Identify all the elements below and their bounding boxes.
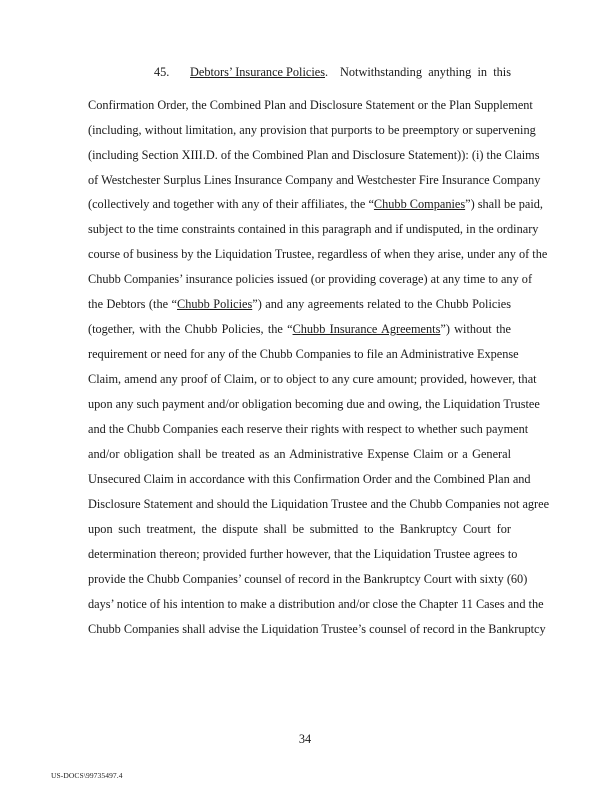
body-line: provide the Chubb Companies’ counsel of record in the Bankruptcy Court with sixty (60) xyxy=(88,572,528,586)
body-line: and the Chubb Companies each reserve their rights with respect to whether such payment xyxy=(88,422,529,436)
body-line-chubb-companies: (collectively and together with any of their affiliates, the “Chubb Companies”) shall be paid, xyxy=(88,197,543,211)
body-line: Disclosure Statement and should the Liquidation Trustee and the Chubb Companies not agree xyxy=(88,497,550,511)
body-line: days’ notice of his intention to make a distribution and/or close the Chapter 11 Cases and the xyxy=(88,597,544,611)
body-line: Unsecured Claim in accordance with this Confirmation Order and the Combined Plan and xyxy=(88,472,531,486)
first-line-text: Notwithstanding anything in this xyxy=(340,65,511,79)
paragraph-heading: Debtors’ Insurance Policies xyxy=(190,65,325,79)
defined-term-chubb-companies: Chubb Companies xyxy=(373,197,466,211)
body-line: and/or obligation shall be treated as an Administrative Expense Claim or a General xyxy=(88,447,511,461)
body-line: determination thereon; provided further however, that the Liquidation Trustee agrees to xyxy=(88,547,518,561)
page-number: 34 xyxy=(298,732,312,746)
document-page: 45. Debtors’ Insurance Policies. Notwithstanding anything in this Confirmation Order, the Combined Plan and Disclosure Statement or the Plan Supplement (including, without limitation, any provision that purports to be preemptory or supervening (including Section XIII.D. of the Combined Plan and Disclosure Statement)): (i) the Claims of Westchester Surplus Lines Insurance Company and Westchester Fire Insurance Company (collectively and together with any of their affiliates, the “Chubb Companies”) shall be paid, subject to the time constraints contained in this paragraph and if undisputed, in the ordinary course of business by the Liquidation Trustee, regardless of when they arise, under any of the Chubb Companies’ insurance policies issued (or providing coverage) at any time to any of the Debtors (the “Chubb Policies”) and any agreements related to the Chubb Policies (together, with the Chubb Policies, the “Chubb Insurance Agreements”) without the requirement or need for any of the Chubb Companies to file an Administrative Expense Claim, amend any proof of Claim, or to object to any cure amount; provided, however, that upon any such payment and/or obligation becoming due and owing, the Liquidation Trustee and the Chubb Companies each reserve their rights with respect to whether such payment and/or obligation shall be treated as an Administrative Expense Claim or a General Unsecured Claim in accordance with this Confirmation Order and the Combined Plan and Disclosure Statement and should the Liquidation Trustee and the Chubb Companies not agree upon such treatment, the dispute shall be submitted to the Bankruptcy Court for determination thereon; provided further however, that the Liquidation Trustee agrees to provide the Chubb Companies’ counsel of record in the Bankruptcy Court with sixty (60) days’ notice of his intention to make a distribution and/or close the Chapter 11 Cases and the Chubb Companies shall advise the Liquidation Trustee’s counsel of record in the Bankruptcy 34 US-DOCS\99735497.4 xyxy=(0,0,610,789)
defined-term-chubb-policies: Chubb Policies xyxy=(177,297,253,311)
paragraph-number: 45. xyxy=(154,65,170,79)
body-line: Confirmation Order, the Combined Plan and Disclosure Statement or the Plan Supplement xyxy=(88,98,533,112)
body-line: Claim, amend any proof of Claim, or to object to any cure amount; provided, however, that xyxy=(88,372,537,386)
body-line: course of business by the Liquidation Trustee, regardless of when they arise, under any of the xyxy=(88,247,548,261)
body-line-chubb-agreements: (together, with the Chubb Policies, the “Chubb Insurance Agreements”) without the xyxy=(88,322,511,336)
body-line: (including Section XIII.D. of the Combined Plan and Disclosure Statement)): (i) the Claims xyxy=(88,148,540,162)
body-line: subject to the time constraints contained in this paragraph and if undisputed, in the ordinary xyxy=(88,222,539,236)
body-line: Chubb Companies’ insurance policies issued (or providing coverage) at any time to any of xyxy=(88,272,533,286)
body-line: requirement or need for any of the Chubb Companies to file an Administrative Expense xyxy=(88,347,519,361)
body-line: (including, without limitation, any provision that purports to be preemptory or supervening xyxy=(88,123,536,137)
body-line: upon any such payment and/or obligation becoming due and owing, the Liquidation Trustee xyxy=(88,397,540,411)
body-line: upon such treatment, the dispute shall be submitted to the Bankruptcy Court for xyxy=(88,522,511,536)
defined-term-chubb-insurance-agreements: Chubb Insurance Agreements xyxy=(292,322,441,336)
body-line-chubb-policies: the Debtors (the “Chubb Policies”) and any agreements related to the Chubb Policies xyxy=(88,297,512,311)
body-line: of Westchester Surplus Lines Insurance Company and Westchester Fire Insurance Company xyxy=(88,173,541,187)
document-id: US-DOCS\99735497.4 xyxy=(51,771,123,780)
body-line: Chubb Companies shall advise the Liquidation Trustee’s counsel of record in the Bankruptcy xyxy=(88,622,546,636)
